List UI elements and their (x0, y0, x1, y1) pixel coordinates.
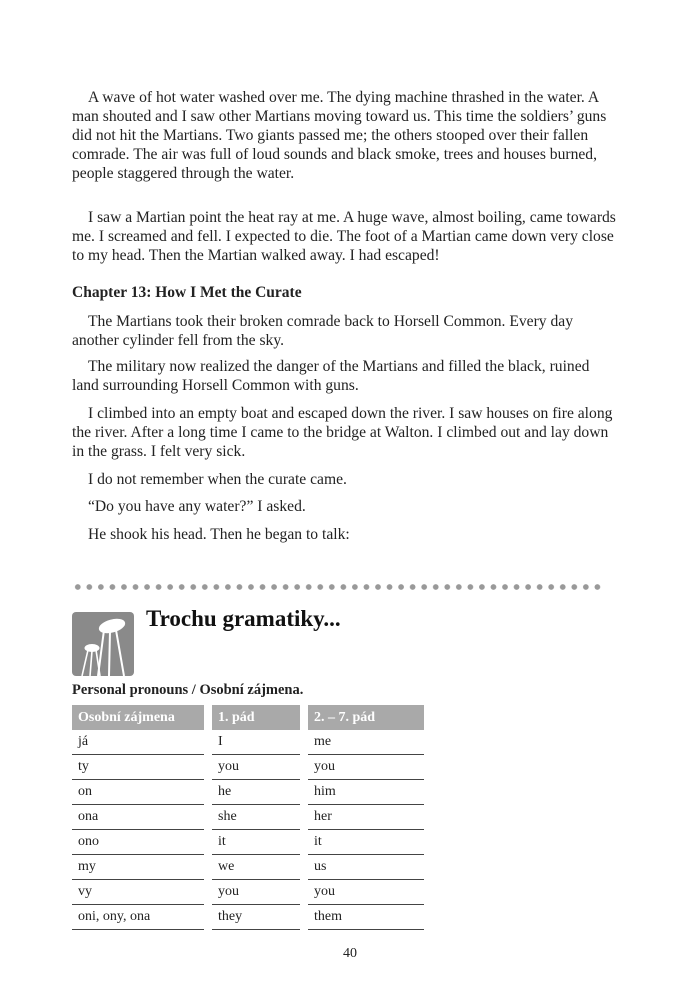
column-header: 2. – 7. pád (308, 705, 424, 730)
table-cell: you (212, 880, 300, 905)
table-cell: it (308, 830, 424, 855)
table-cell: us (308, 855, 424, 880)
dotted-divider (72, 583, 604, 591)
table-cell: he (212, 780, 300, 805)
chapter-title: Chapter 13: How I Met the Curate (72, 284, 302, 301)
table-caption: Personal pronouns / Osobní zájmena. (72, 682, 304, 698)
paragraph: He shook his head. Then he began to talk: (88, 526, 350, 543)
table-row (72, 780, 424, 805)
column-header: 1. pád (212, 705, 300, 730)
table-cell: já (72, 730, 204, 755)
table-row (72, 830, 424, 855)
table-cell: I (212, 730, 300, 755)
pronouns-table (64, 705, 432, 930)
table-row (72, 730, 424, 755)
table-cell: ono (72, 830, 204, 855)
table-cell: you (308, 755, 424, 780)
table-cell: him (308, 780, 424, 805)
table-cell: ty (72, 755, 204, 780)
table-row (72, 755, 424, 780)
paragraph: A wave of hot water washed over me. The dying machine thrashed in the water. A man shouted and I saw other Martians moving toward us. This time the soldiers’ guns did not hit the Martians. Two giants passed me; the others stooped over their fallen comrade. The air was full of loud sounds and black smoke, trees and houses burned, people staggered through the water. (72, 89, 607, 182)
table-row (72, 805, 424, 830)
paragraph: The military now realized the danger of the Martians and filled the black, ruined land surrounding Horsell Common with guns. (72, 358, 590, 394)
table-cell: my (72, 855, 204, 880)
table-cell: ona (72, 805, 204, 830)
column-header: Osobní zájmena (72, 705, 204, 730)
paragraph: “Do you have any water?” I asked. (88, 498, 306, 515)
table-cell: on (72, 780, 204, 805)
table-cell: her (308, 805, 424, 830)
paragraph: The Martians took their broken comrade back to Horsell Common. Every day another cylinder fell from the sky. (72, 313, 574, 349)
table-cell: me (308, 730, 424, 755)
paragraph: I do not remember when the curate came. (88, 471, 347, 488)
table-cell: them (308, 905, 424, 930)
table-cell: you (212, 755, 300, 780)
table-row (72, 880, 424, 905)
table-row (72, 905, 424, 930)
table-cell: she (212, 805, 300, 830)
table-cell: it (212, 830, 300, 855)
table-cell: they (212, 905, 300, 930)
page-number: 40 (343, 946, 357, 961)
table-cell: you (308, 880, 424, 905)
table-row (72, 855, 424, 880)
martian-tripod-icon (72, 612, 134, 676)
section-title: Trochu gramatiky... (146, 606, 341, 631)
paragraph: I saw a Martian point the heat ray at me. A huge wave, almost boiling, came towards me. I screamed and fell. I expected to die. The foot of a Martian came down very close to my head. Then the Martian walked away. I had escaped! (72, 209, 616, 264)
table-cell: vy (72, 880, 204, 905)
table-cell: we (212, 855, 300, 880)
paragraph: I climbed into an empty boat and escaped down the river. I saw houses on fire along the river. After a long time I came to the bridge at Walton. I climbed out and lay down in the grass. I felt very sick. (72, 405, 613, 460)
table-cell: oni, ony, ona (72, 905, 204, 930)
